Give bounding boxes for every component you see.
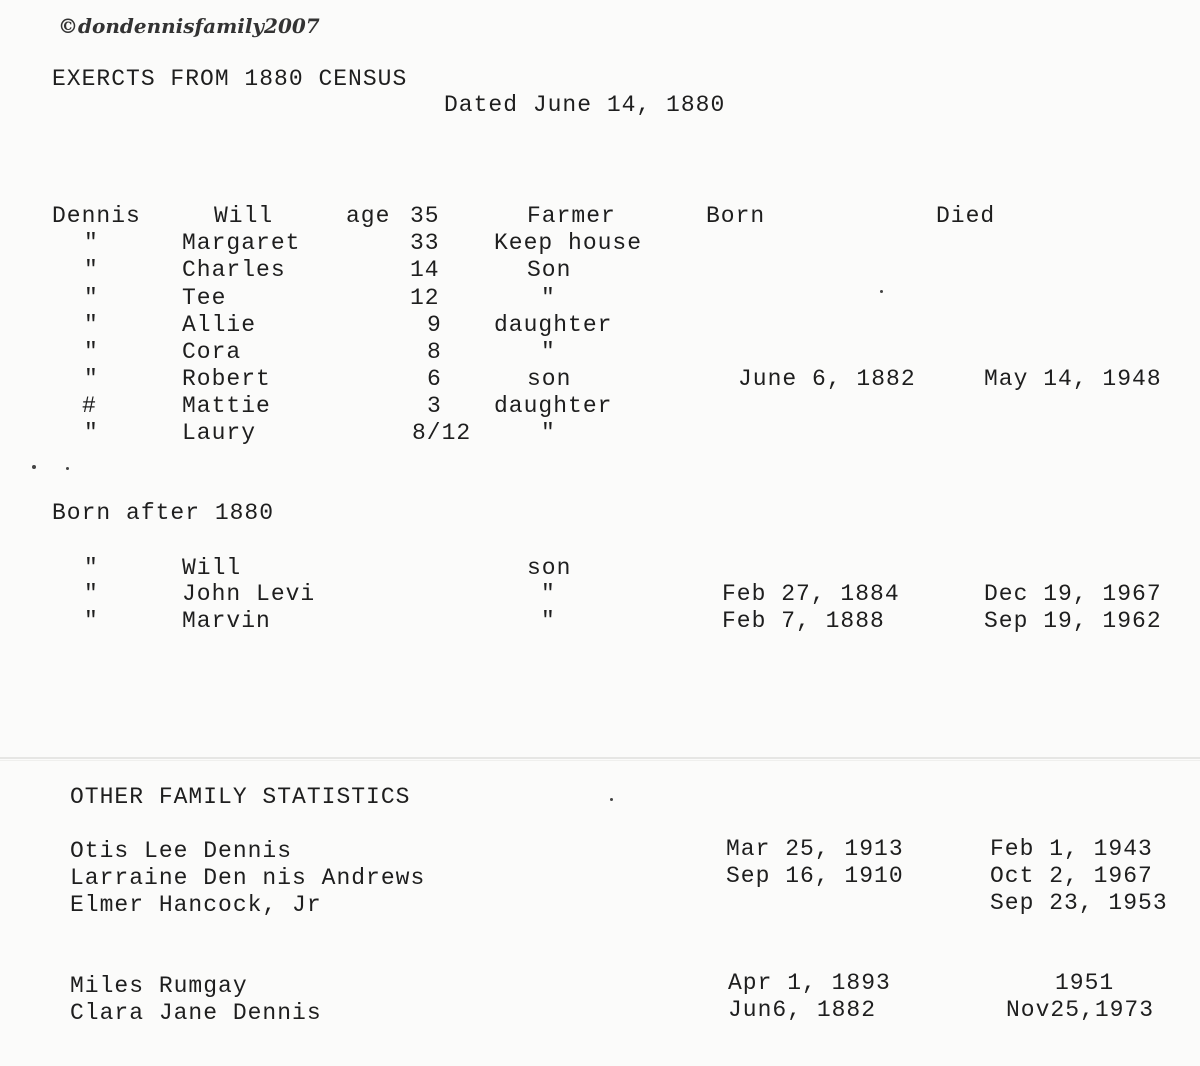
- census-role: ": [541, 339, 556, 365]
- census-age: 3: [427, 393, 442, 419]
- census-surname: ": [84, 339, 99, 365]
- census-role: ": [541, 420, 556, 446]
- other-born: Apr 1, 1893: [728, 970, 891, 996]
- ink-speck: [32, 465, 36, 469]
- census-role: ": [541, 285, 556, 311]
- other-name: Miles Rumgay: [70, 973, 248, 999]
- census-role: Son: [527, 257, 572, 283]
- census-age: 12: [410, 285, 440, 311]
- census-age: 8/12: [412, 420, 472, 446]
- census-died: May 14, 1948: [984, 366, 1162, 392]
- born-after-name: Marvin: [182, 608, 271, 634]
- born-after-died: Sep 19, 1962: [984, 608, 1162, 634]
- other-died: Nov25,1973: [1006, 997, 1155, 1023]
- census-surname: ": [84, 230, 99, 256]
- census-surname: ": [84, 312, 99, 338]
- census-date: Dated June 14, 1880: [444, 92, 726, 118]
- born-after-name: John Levi: [182, 581, 316, 607]
- other-born: Mar 25, 1913: [726, 836, 904, 862]
- other-born: Sep 16, 1910: [726, 863, 904, 889]
- born-after-born: Feb 7, 1888: [722, 608, 885, 634]
- census-name: Charles: [182, 257, 286, 283]
- ink-speck: [66, 467, 69, 470]
- census-role: Keep house: [494, 230, 643, 256]
- other-name: Larraine Den nis Andrews: [70, 865, 426, 891]
- census-surname: #: [82, 393, 97, 419]
- other-died: Oct 2, 1967: [990, 863, 1153, 889]
- census-name: Margaret: [182, 230, 301, 256]
- census-role: Farmer: [527, 203, 616, 229]
- census-surname: ": [84, 366, 99, 392]
- ink-speck: [880, 290, 883, 293]
- census-age: 35: [410, 203, 440, 229]
- census-age: 33: [410, 230, 440, 256]
- born-after-surname: ": [84, 581, 99, 607]
- census-name: Will: [214, 203, 274, 229]
- died-column-header: Died: [936, 203, 996, 229]
- census-name: Mattie: [182, 393, 271, 419]
- census-surname: ": [84, 257, 99, 283]
- census-age: 8: [427, 339, 442, 365]
- born-after-role: ": [541, 608, 556, 634]
- census-name: Tee: [182, 285, 227, 311]
- born-after-surname: ": [84, 555, 99, 581]
- born-after-died: Dec 19, 1967: [984, 581, 1162, 607]
- census-name: Robert: [182, 366, 271, 392]
- born-after-heading: Born after 1880: [52, 500, 275, 526]
- born-after-role: ": [541, 581, 556, 607]
- other-name: Otis Lee Dennis: [70, 838, 293, 864]
- census-name: Allie: [182, 312, 257, 338]
- census-role: daughter: [494, 312, 613, 338]
- census-born: June 6, 1882: [738, 366, 916, 392]
- census-name: Cora: [182, 339, 242, 365]
- other-name: Elmer Hancock, Jr: [70, 892, 322, 918]
- paper-fold-line: [0, 757, 1200, 759]
- born-column-header: Born: [706, 203, 766, 229]
- born-after-born: Feb 27, 1884: [722, 581, 900, 607]
- other-born: Jun6, 1882: [728, 997, 877, 1023]
- census-surname: ": [84, 420, 99, 446]
- census-surname: ": [84, 285, 99, 311]
- ink-speck: [610, 798, 613, 801]
- paper-fold-shadow: [0, 760, 1200, 761]
- other-died: Sep 23, 1953: [990, 890, 1168, 916]
- born-after-surname: ": [84, 608, 99, 634]
- census-surname: Dennis: [52, 203, 141, 229]
- census-role: daughter: [494, 393, 613, 419]
- other-name: Clara Jane Dennis: [70, 1000, 322, 1026]
- other-died: 1951: [1055, 970, 1115, 996]
- other-stats-heading: OTHER FAMILY STATISTICS: [70, 784, 411, 810]
- census-age: 6: [427, 366, 442, 392]
- born-after-name: Will: [182, 555, 242, 581]
- document-heading: EXERCTS FROM 1880 CENSUS: [52, 66, 408, 92]
- census-role: son: [527, 366, 572, 392]
- age-label: age: [346, 203, 391, 229]
- census-age: 9: [427, 312, 442, 338]
- census-age: 14: [410, 257, 440, 283]
- born-after-role: son: [527, 555, 572, 581]
- other-died: Feb 1, 1943: [990, 836, 1153, 862]
- census-name: Laury: [182, 420, 257, 446]
- copyright-watermark: ©dondennisfamily2007: [58, 14, 320, 38]
